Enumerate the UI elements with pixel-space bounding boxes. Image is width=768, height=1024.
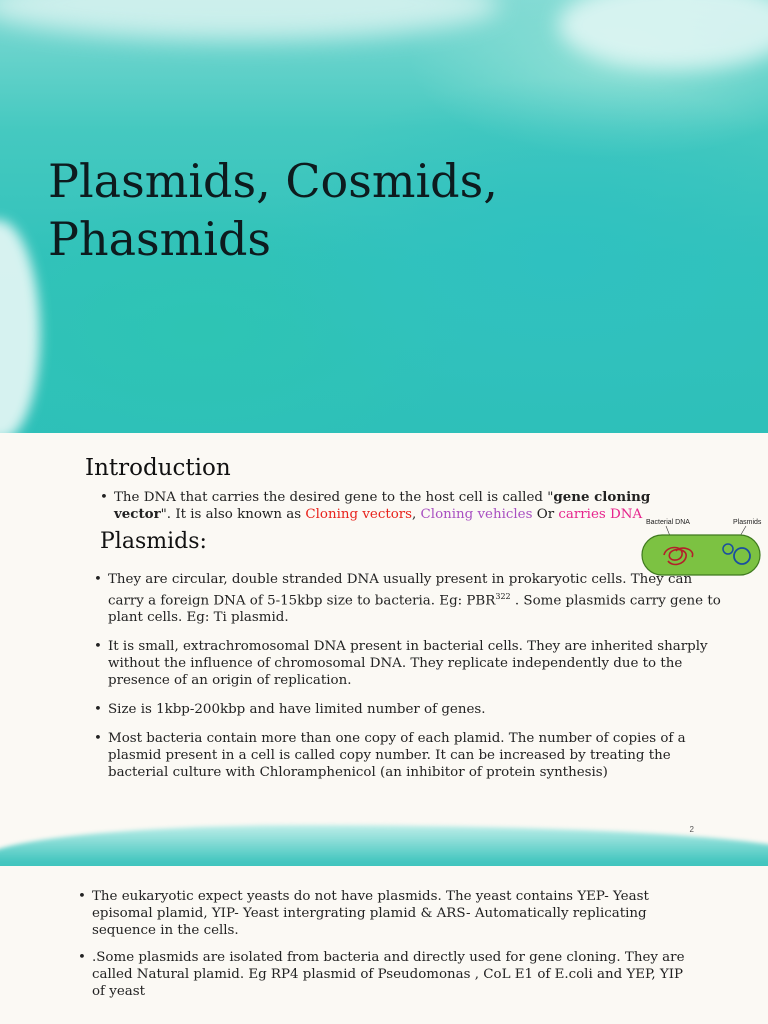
intro-sep-2: Or <box>532 507 559 522</box>
intro-bold-term: gene cloning vector <box>114 489 651 522</box>
plasmid-bullet-list <box>94 571 724 793</box>
term-carries-dna: carries DNA <box>558 507 643 522</box>
slide3-bullet-1: • The eukaryotic expect yeasts do not have plasmids. The yeast contains YEP- Yeast episomal plamid, YIP- Yeast intergrating plamid & ARS- Automatically replicating sequence in the cells. <box>78 888 698 939</box>
title-line-1: Plasmids, Cosmids, <box>48 154 498 208</box>
plasmids-label: Plasmids <box>733 519 762 526</box>
bullet1-text: They are circular, double stranded DNA usually present in prokaryotic cells. They can carry a foreign DNA of 5-15kbp size to bacteria. Eg: PBR <box>108 572 693 609</box>
watercolor-wash-top <box>0 0 500 40</box>
introduction-slide <box>0 433 768 866</box>
intro-bullet-list <box>100 489 700 523</box>
plasmid-bullet-2: • It is small, extrachromosomal DNA present in bacterial cells. They are inherited sharply without the influence of chromosomal DNA. They replicate independently due to the presence of an origin of replication. <box>94 638 724 689</box>
watercolor-wash-right <box>558 0 768 70</box>
watercolor-wash-left <box>0 220 40 433</box>
intro-sep-1: , <box>412 507 421 522</box>
introduction-heading: Introduction <box>85 455 231 481</box>
intro-bullet <box>100 489 700 523</box>
plasmid-bullet-4: • Most bacteria contain more than one copy of each plamid. The number of copies of a plasmid present in a cell is called copy number. It can be increased by treating the bacterial culture with Chloramphenicol (an inhibitor of protein synthesis) <box>94 730 724 781</box>
intro-text-2: ". It is also known as <box>160 507 306 522</box>
cell-body-icon <box>642 535 760 575</box>
page-number: 2 <box>689 825 694 834</box>
term-cloning-vectors: Cloning vectors <box>305 507 413 522</box>
title-slide <box>0 0 768 433</box>
slide3-bullet-list <box>78 888 698 1010</box>
title-line-2: Phasmids <box>48 212 271 266</box>
term-cloning-vehicles: Cloning vehicles <box>420 507 533 522</box>
bacterial-dna-label: Bacterial DNA <box>646 519 690 526</box>
intro-text-1: The DNA that carries the desired gene to the host cell is called " <box>114 490 554 505</box>
plasmid-bullet-3: • Size is 1kbp-200kbp and have limited number of genes. <box>94 701 724 718</box>
bullet1-superscript: 322 <box>495 592 511 601</box>
bacterial-cell-diagram <box>636 515 768 579</box>
watercolor-wash-bottom <box>0 825 768 866</box>
plasmids-heading: Plasmids: <box>100 529 207 554</box>
slide-title <box>48 152 648 268</box>
plasmid-bullet-1 <box>94 571 724 626</box>
slide3-bullet-2: • .Some plasmids are isolated from bacteria and directly used for gene cloning. They are called Natural plamid. Eg RP4 plasmid of Pseudomonas , CoL E1 of E.coli and YEP, YIP of yeast <box>78 949 698 1000</box>
third-slide <box>0 866 768 1024</box>
bullet1-tail: . Some plasmids carry gene to plant cells. Eg: Ti plasmid. <box>108 593 721 626</box>
